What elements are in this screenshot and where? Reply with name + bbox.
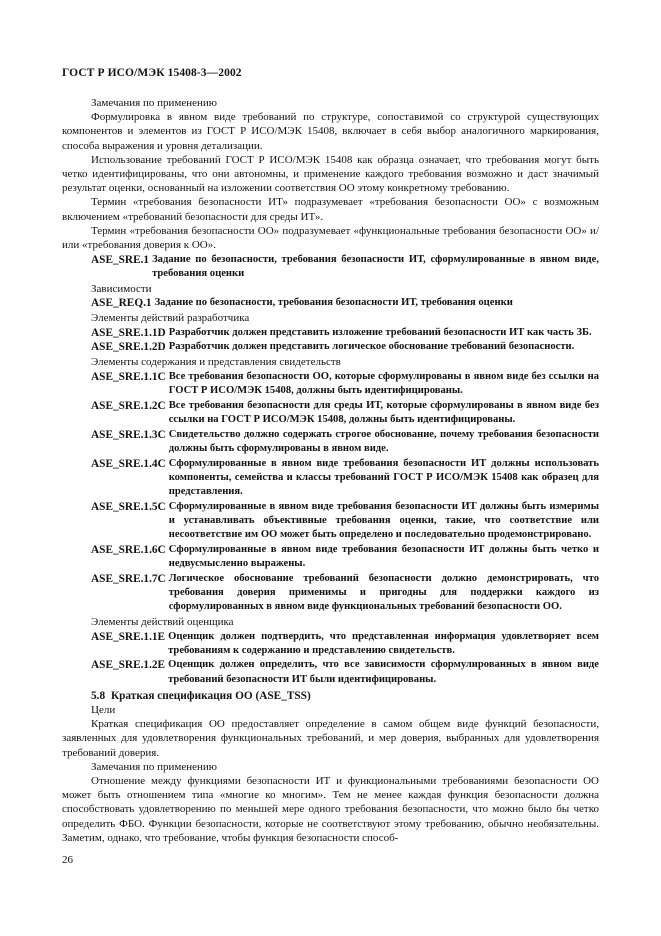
dependency-item <box>62 296 599 310</box>
requirement-element <box>62 500 599 543</box>
dependencies-label: Зависимости <box>91 282 152 295</box>
dependency-code: ASE_REQ.1 <box>91 297 152 310</box>
requirement-element <box>62 399 599 427</box>
section-heading <box>62 689 599 703</box>
element-code: ASE_SRE.1.4C <box>91 457 166 470</box>
element-code: ASE_SRE.1.2D <box>91 341 166 354</box>
content-elements-label: Элементы содержания и представления свидетельств <box>91 356 341 369</box>
element-code: ASE_SRE.1.3C <box>91 428 166 441</box>
requirement-element <box>62 543 599 571</box>
developer-elements-list <box>62 326 599 355</box>
element-text: Сформулированные в явном виде требования безопасности ИТ должны быть измеримы и устанавливать объективные требования оценки, такие, что соответствие или несоответствие им ОО может быть определено и последовательно продемонстрировано. <box>168 500 599 541</box>
element-code: ASE_SRE.1.2C <box>91 399 166 412</box>
evaluator-elements-label: Элементы действий оценщика <box>91 615 234 628</box>
document-header: ГОСТ Р ИСО/МЭК 15408-3—2002 <box>62 67 242 79</box>
element-code: ASE_SRE.1.1C <box>91 370 166 383</box>
element-text: Сформулированные в явном виде требования безопасности ИТ должны использовать компоненты, семейства и классы требований ГОСТ Р ИСО/МЭК 15408 как образец для представления. <box>168 457 599 497</box>
requirement-element <box>62 658 599 686</box>
intro-notes <box>62 96 599 252</box>
element-code: ASE_SRE.1.6C <box>91 543 166 556</box>
component-code: ASE_SRE.1 <box>91 253 150 266</box>
element-text: Оценщик должен определить, что все зависимости сформулированных в явном виде требований безопасности ИТ были идентифицированы. <box>168 659 599 685</box>
paragraph: Формулировка в явном виде требований по структуре, сопоставимой со структурой существующих компонентов и элементов из ГОСТ Р ИСО/МЭК 15408, включает в себя выбор аналогичного маркирования, способа выражения и уровня детализации. <box>62 111 599 152</box>
paragraph: Термин «требования безопасности ОО» подразумевает «функциональные требования безопасности ОО» и/или «требования доверия к ОО». <box>62 224 599 252</box>
page-number: 26 <box>62 854 73 866</box>
element-code: ASE_SRE.1.5C <box>91 500 166 513</box>
content-elements-list <box>62 370 599 614</box>
dependency-text: Задание по безопасности, требования безопасности ИТ, требования оценки <box>154 297 513 309</box>
subheading: Замечания по применению <box>91 760 217 773</box>
element-text: Разработчик должен представить логическое обоснование требований безопасности. <box>168 341 575 353</box>
element-text: Логическое обоснование требований безопасности должно демонстрировать, что требования доверия применимы и пригодны для поддержки каждого из сформулированных в явном виде функциональных требований безопасности ОО. <box>168 572 599 613</box>
element-code: ASE_SRE.1.2E <box>91 659 166 672</box>
requirement-element <box>62 630 599 658</box>
subheading: Цели <box>91 704 116 717</box>
element-code: ASE_SRE.1.1E <box>91 630 166 643</box>
element-text: Разработчик должен представить изложение требований безопасности ИТ как часть ЗБ. <box>168 326 592 338</box>
paragraph: Отношение между функциями безопасности ИТ и функциональными требованиями безопасности ОО может быть отношением типа «многие ко многим». Тем не менее каждая функция безопасности должна способствовать удовлетворению по меньшей мере одного требования безопасности, что можно было бы четко определить ФБО. Функции безопасности, которые не соответствуют этому требованию, обычно необязательны. Заметим, однако, что требование, чтобы функция безопасности способ- <box>62 775 599 844</box>
component-title: Задание по безопасности, требования безопасности ИТ, сформулированные в явном виде, требования оценки <box>152 253 599 279</box>
developer-elements-label: Элементы действий разработчика <box>91 312 250 325</box>
requirement-element <box>62 326 599 340</box>
subheading: Замечания по применению <box>91 97 217 109</box>
section-body <box>62 703 599 845</box>
element-code: ASE_SRE.1.7C <box>91 572 166 585</box>
requirement-element <box>62 340 599 354</box>
component-heading <box>62 253 599 281</box>
section-number: 5.8 <box>91 689 106 702</box>
paragraph: Термин «требования безопасности ИТ» подразумевает «требования безопасности ОО» с возможным включением «требований безопасности для среды ИТ». <box>62 196 599 223</box>
element-code: ASE_SRE.1.1D <box>91 326 166 339</box>
element-text: Сформулированные в явном виде требования безопасности ИТ должны быть четко и недвусмысленно выражены. <box>168 543 599 569</box>
element-text: Свидетельство должно содержать строгое обоснование, почему требования безопасности должны быть сформулированы в явном виде. <box>168 428 599 454</box>
page-content <box>62 96 599 845</box>
requirement-element <box>62 370 599 398</box>
element-text: Все требования безопасности для среды ИТ, которые сформулированы в явном виде без ссылки на ГОСТ Р ИСО/МЭК 15408, должны быть идентифицированы. <box>168 399 599 425</box>
element-text: Оценщик должен подтвердить, что представленная информация удовлетворяет всем требованиям к содержанию и представлению свидетельств. <box>168 630 599 656</box>
requirement-element <box>62 428 599 456</box>
evaluator-elements-list <box>62 630 599 687</box>
requirement-element <box>62 572 599 615</box>
paragraph: Краткая спецификация ОО предоставляет определение в самом общем виде функций безопасности, заявленных для удовлетворения функциональных требований, и мер доверия, выбранных для удовлетворения требований доверия. <box>62 718 599 759</box>
section-title: Краткая спецификация ОО (ASE_TSS) <box>110 689 311 702</box>
paragraph: Использование требований ГОСТ Р ИСО/МЭК 15408 как образца означает, что требования могут быть четко идентифицированы, что они автономны, и применение каждого требования возможно и даст значимый результат оценки, основанный на изложении соответствия ОО этому конкретному требованию. <box>62 153 599 195</box>
requirement-element <box>62 457 599 500</box>
element-text: Все требования безопасности ОО, которые сформулированы в явном виде без ссылки на ГОСТ Р ИСО/МЭК 15408, должны быть идентифицированы. <box>168 370 599 397</box>
